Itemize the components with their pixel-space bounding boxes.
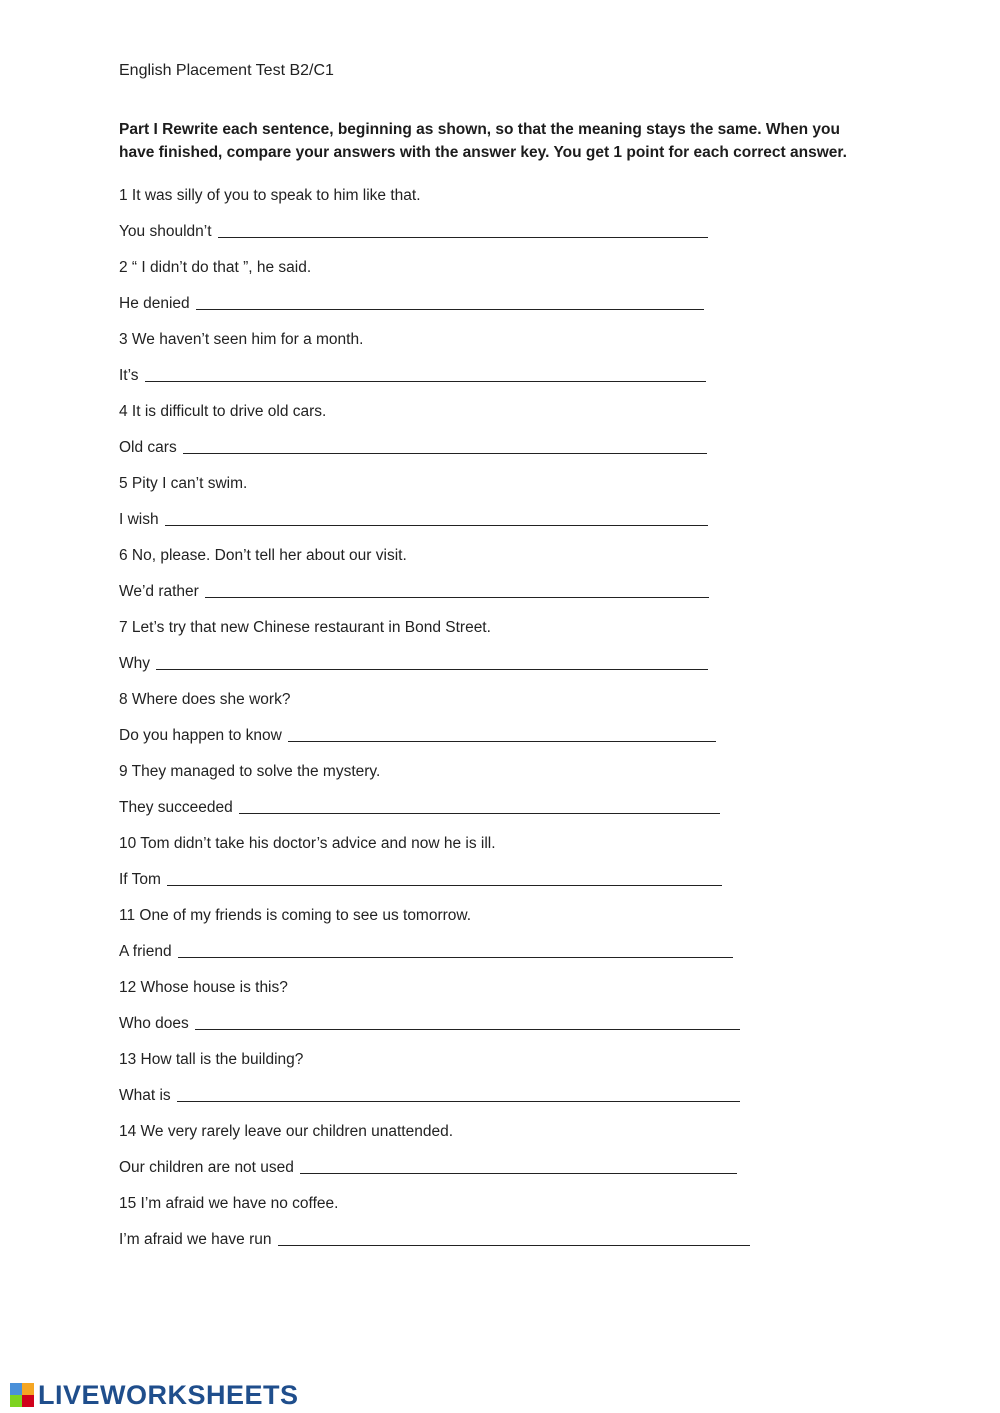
answer-line [119, 574, 879, 610]
question-item [119, 178, 879, 250]
question-prompt: 9 They managed to solve the mystery. [119, 763, 381, 780]
question-prompt: 12 Whose house is this? [119, 979, 288, 996]
question-prompt: 2 “ I didn’t do that ”, he said. [119, 259, 312, 276]
footer-logo[interactable] [10, 1380, 299, 1410]
question-prompt: 5 Pity I can’t swim. [119, 475, 248, 492]
answer-blank[interactable] [300, 1172, 737, 1174]
answer-line [119, 646, 879, 682]
answer-line [119, 790, 879, 826]
answer-blank[interactable] [145, 380, 706, 382]
question-prompt: 8 Where does she work? [119, 691, 291, 708]
answer-stem: We’d rather [119, 583, 199, 600]
question-prompt: 11 One of my friends is coming to see us tomorrow. [119, 907, 472, 924]
question-prompt: 10 Tom didn’t take his doctor’s advice and now he is ill. [119, 835, 496, 852]
answer-line [119, 1006, 879, 1042]
answer-line [119, 214, 879, 250]
answer-stem: Do you happen to know [119, 727, 282, 744]
answer-blank[interactable] [178, 956, 733, 958]
question-item [119, 466, 879, 538]
question-prompt: 7 Let’s try that new Chinese restaurant in Bond Street. [119, 619, 491, 636]
answer-line [119, 430, 879, 466]
document-title: English Placement Test B2/C1 [119, 62, 334, 79]
answer-blank[interactable] [205, 596, 709, 598]
answer-line [119, 502, 879, 538]
answer-line [119, 718, 879, 754]
answer-stem: What is [119, 1087, 171, 1104]
question-prompt: 6 No, please. Don’t tell her about our visit. [119, 547, 407, 564]
answer-stem: Why [119, 655, 150, 672]
question-list [119, 178, 879, 1258]
question-item [119, 1114, 879, 1186]
answer-blank[interactable] [288, 740, 716, 742]
question-item [119, 250, 879, 322]
worksheet-page [119, 60, 879, 1258]
question-prompt: 4 It is difficult to drive old cars. [119, 403, 327, 420]
question-prompt: 14 We very rarely leave our children unattended. [119, 1123, 454, 1140]
question-item [119, 322, 879, 394]
liveworksheets-logo-icon [10, 1383, 34, 1407]
answer-stem: A friend [119, 943, 172, 960]
answer-blank[interactable] [278, 1244, 750, 1246]
answer-stem: If Tom [119, 871, 161, 888]
answer-line [119, 1222, 879, 1258]
answer-stem: Old cars [119, 439, 177, 456]
question-item [119, 826, 879, 898]
question-item [119, 538, 879, 610]
answer-stem: You shouldn’t [119, 223, 212, 240]
answer-line [119, 1078, 879, 1114]
question-prompt: 1 It was silly of you to speak to him like that. [119, 187, 421, 204]
answer-blank[interactable] [195, 1028, 740, 1030]
answer-stem: I’m afraid we have run [119, 1231, 272, 1248]
question-prompt: 3 We haven’t seen him for a month. [119, 331, 364, 348]
answer-stem: They succeeded [119, 799, 233, 816]
answer-blank[interactable] [239, 812, 720, 814]
question-item [119, 898, 879, 970]
answer-stem: I wish [119, 511, 159, 528]
answer-stem: Who does [119, 1015, 189, 1032]
answer-blank[interactable] [218, 236, 708, 238]
question-item [119, 610, 879, 682]
answer-stem: Our children are not used [119, 1159, 294, 1176]
logo-text: LIVEWORKSHEETS [38, 1379, 299, 1410]
answer-blank[interactable] [165, 524, 708, 526]
answer-stem: He denied [119, 295, 190, 312]
question-item [119, 970, 879, 1042]
question-item [119, 682, 879, 754]
answer-stem: It’s [119, 367, 139, 384]
question-item [119, 754, 879, 826]
question-prompt: 13 How tall is the building? [119, 1051, 304, 1068]
question-item [119, 1042, 879, 1114]
answer-blank[interactable] [183, 452, 707, 454]
answer-line [119, 358, 879, 394]
answer-blank[interactable] [196, 308, 704, 310]
answer-line [119, 1150, 879, 1186]
answer-blank[interactable] [156, 668, 708, 670]
question-prompt: 15 I’m afraid we have no coffee. [119, 1195, 339, 1212]
question-item [119, 394, 879, 466]
answer-blank[interactable] [167, 884, 722, 886]
instructions-text: Part I Rewrite each sentence, beginning as shown, so that the meaning stays the same. When you have finished, compare your answers with the answer key. You get 1 point for each correct answer. [119, 121, 847, 161]
answer-line [119, 862, 879, 898]
answer-line [119, 934, 879, 970]
answer-line [119, 286, 879, 322]
question-item [119, 1186, 879, 1258]
answer-blank[interactable] [177, 1100, 740, 1102]
